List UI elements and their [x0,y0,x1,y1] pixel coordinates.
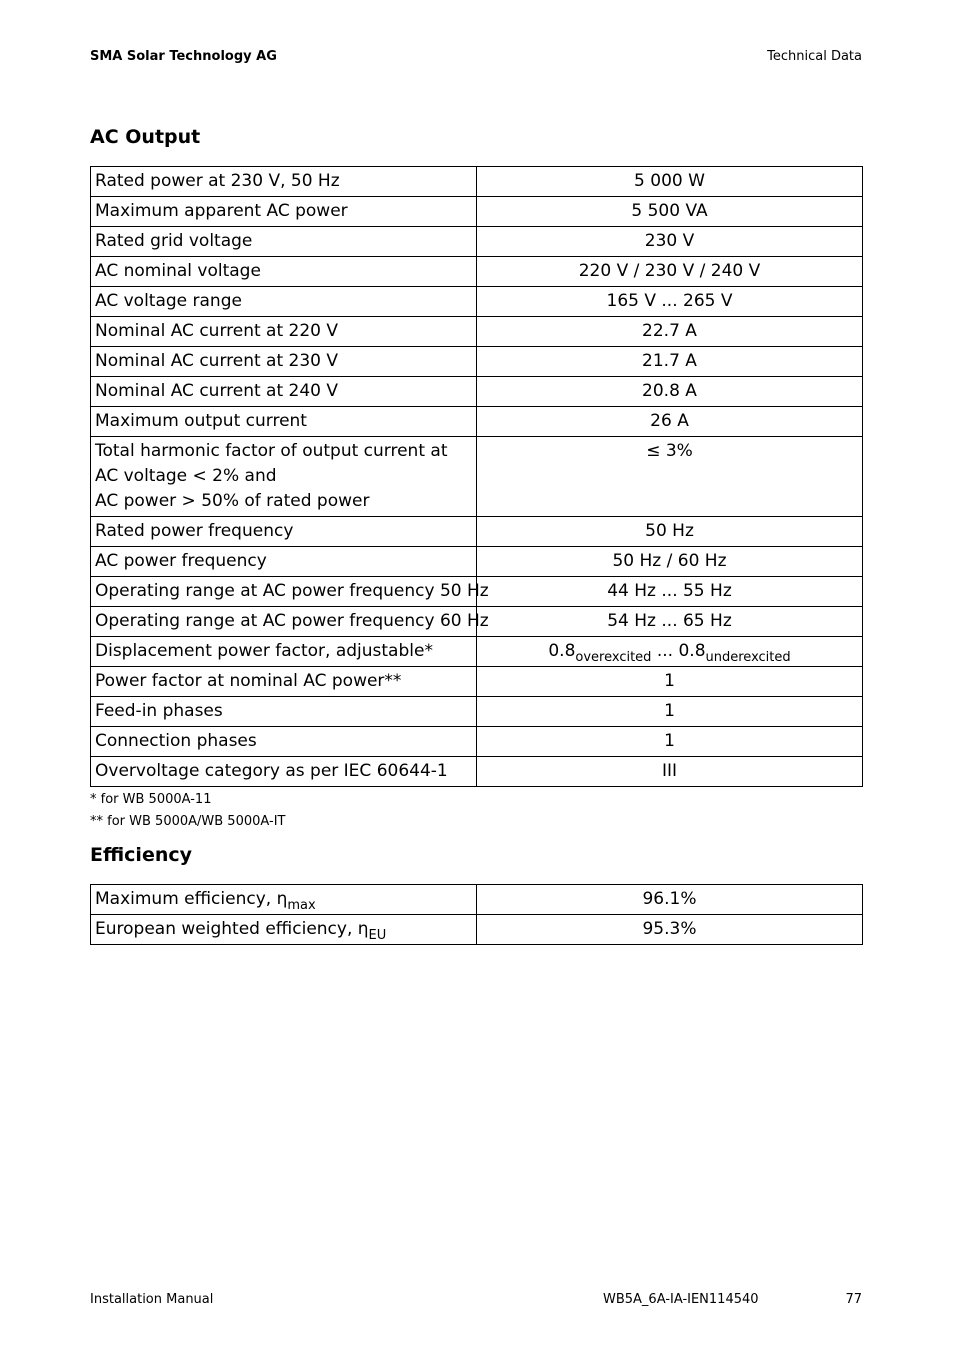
footer-doc-title: Installation Manual [90,1292,214,1307]
table-row [91,377,863,407]
row-value: 5 500 VA [477,197,863,227]
row-label: Operating range at AC power frequency 50 Hz [91,577,477,607]
footnote: ** for WB 5000A/WB 5000A-IT [90,814,286,829]
pf-sub-a: overexcited [575,650,652,665]
row-value: 26 A [477,407,863,437]
row-value: III [477,757,863,787]
row-label: Total harmonic factor of output current at AC voltage < 2% and AC power > 50% of rated power [91,437,477,517]
row-label: Rated power frequency [91,517,477,547]
row-label [91,885,477,915]
table-row [91,517,863,547]
row-value: 44 Hz ... 55 Hz [477,577,863,607]
row-value: 54 Hz ... 65 Hz [477,607,863,637]
table-row [91,547,863,577]
row-label: Connection phases [91,727,477,757]
row-label: Feed-in phases [91,697,477,727]
row-label: AC voltage range [91,287,477,317]
table-row [91,915,863,945]
row-label: Rated grid voltage [91,227,477,257]
row-value: 1 [477,727,863,757]
header-section: Technical Data [767,49,862,64]
row-value: 1 [477,697,863,727]
row-value: 95.3% [477,915,863,945]
row-label [91,915,477,945]
table-row [91,697,863,727]
row-label: Operating range at AC power frequency 60 Hz [91,607,477,637]
table-row [91,607,863,637]
table-row [91,227,863,257]
header-company: SMA Solar Technology AG [90,49,277,64]
row-value: 1 [477,667,863,697]
row-label: Power factor at nominal AC power** [91,667,477,697]
page-number: 77 [845,1292,862,1307]
efficiency-title: Efficiency [90,844,193,866]
row-value [477,637,863,667]
table-row [91,317,863,347]
label-text: European weighted efficiency, η [95,919,369,939]
table-row [91,257,863,287]
row-value: 96.1% [477,885,863,915]
row-value: 220 V / 230 V / 240 V [477,257,863,287]
row-value: 230 V [477,227,863,257]
label-subscript: EU [368,928,387,943]
ac-output-title: AC Output [90,126,201,148]
pf-sub-b: underexcited [705,650,791,665]
pf-value-a: 0.8 [548,641,576,661]
table-row [91,637,863,667]
pf-value-b: 0.8 [678,641,706,661]
table-row [91,287,863,317]
row-label: Nominal AC current at 240 V [91,377,477,407]
row-label: AC nominal voltage [91,257,477,287]
row-value: 165 V ... 265 V [477,287,863,317]
table-row [91,197,863,227]
table-row [91,577,863,607]
row-value: 21.7 A [477,347,863,377]
row-label: Rated power at 230 V, 50 Hz [91,167,477,197]
row-label: AC power frequency [91,547,477,577]
table-row [91,757,863,787]
row-value: 50 Hz / 60 Hz [477,547,863,577]
efficiency-table [90,884,863,945]
row-value: ≤ 3% [477,437,863,517]
pf-separator: ... [651,641,679,661]
table-row [91,667,863,697]
label-subscript: max [287,898,316,913]
table-row [91,167,863,197]
footnote: * for WB 5000A-11 [90,792,212,807]
row-label: Nominal AC current at 230 V [91,347,477,377]
table-row [91,437,863,517]
footer-doc-code: WB5A_6A-IA-IEN114540 [603,1292,759,1307]
label-text: Maximum efficiency, η [95,889,288,909]
row-label: Maximum output current [91,407,477,437]
ac-output-table [90,166,863,787]
row-value: 5 000 W [477,167,863,197]
table-row [91,347,863,377]
table-row [91,885,863,915]
row-value: 50 Hz [477,517,863,547]
row-label: Nominal AC current at 220 V [91,317,477,347]
row-value: 22.7 A [477,317,863,347]
row-label: Maximum apparent AC power [91,197,477,227]
row-label: Displacement power factor, adjustable* [91,637,477,667]
row-value: 20.8 A [477,377,863,407]
table-row [91,727,863,757]
table-row [91,407,863,437]
row-label: Overvoltage category as per IEC 60644-1 [91,757,477,787]
